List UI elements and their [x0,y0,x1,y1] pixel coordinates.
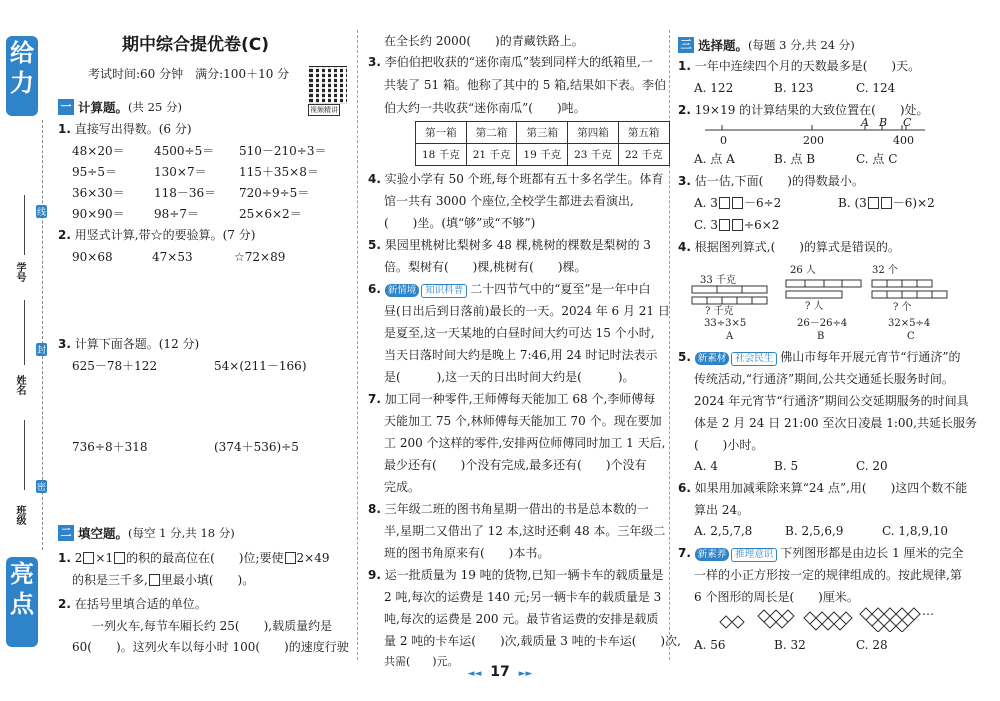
table-cell: 22 千克 [618,144,669,166]
fig-b-equation: 26－26÷4 [797,318,848,329]
choice-6-option-a[interactable]: A. 2,5,7,8 [694,524,753,538]
choice-3: 3. 估一估,下面( )的得数最小。 [678,174,864,188]
section-2-number: 二 [58,525,74,541]
vertical-calc-1: 90×68 [72,250,113,264]
choice-7-line1: 7. 新素养 推理意识 下列图形都是由边长 1 厘米的完全 [678,546,964,560]
mixed-calc-2: 54×(211－166) [214,359,307,373]
calc-r1-c2: 4500÷5＝ [154,144,215,158]
choice-5-line2: 传统活动,“行通济”期间,公共交通延长服务时间。 [694,372,954,386]
calc-r4-c3: 25×6×2＝ [239,207,302,221]
table-cell: 19 千克 [517,144,568,166]
blank-box [732,197,743,209]
name-line [24,300,25,365]
choice-4: 4. 根据图列算式,( )的算式是错误的。 [678,240,900,254]
pumpkin-table [415,121,670,166]
question-1-2: 2. 用竖式计算,带☆的要验算。(7 分) [58,228,256,242]
question-2-5-line1: 5. 果园里桃树比梨树多 48 棵,桃树的棵数是梨树的 3 [368,238,651,252]
question-2-8-line2: 半,星期二又借出了 12 本,这时还剩 48 本。三年级二 [384,524,666,538]
page-number-bar [0,664,1000,680]
mixed-calc-3: 736÷8＋318 [72,440,148,454]
question-2-1-line1: 1. 2 ×1 的积的最高位在( )位;要使 2×49 [58,551,330,565]
choice-6-line2: 算出 24。 [694,503,750,517]
blank-box[interactable] [149,574,160,586]
fig-b-bars [784,277,866,301]
calc-r2-c1: 95÷5＝ [72,165,117,179]
section-1-note: (共 25 分) [128,100,182,114]
choice-5-option-a[interactable]: A. 4 [694,459,718,473]
question-2-6-line3: 是夏至,这一天某地的白昼时间大约可达 15 个小时, [384,326,655,340]
question-2-3-line1: 3. 李伯伯把收获的“迷你南瓜”装到同样大的纸箱里,一 [368,55,653,69]
question-2-4-line1: 4. 实验小学有 50 个班,每个班都有五十多名学生。体育 [368,172,664,186]
choice-7-line3: 6 个图形的周长是( )厘米。 [694,590,859,604]
question-2-9-line2: 2 吨,每次的运费是 140 元;另一辆卡车的载质量是 3 [384,590,662,604]
choice-2: 2. 19×19 的计算结果的大致位置在( )处。 [678,103,929,117]
blank-box[interactable] [114,552,125,564]
section-2-header [58,524,235,542]
choice-1: 1. 一年中连续四个月的天数最多是( )天。 [678,59,921,73]
class-line [24,420,25,490]
calc-r4-c1: 90×90＝ [72,207,125,221]
question-2-2-line1: 一列火车,每节车厢长约 25( ),载质量约是 [92,619,333,633]
choice-5-line3: 2024 年元宵节“行通济”期间公交延期服务的时间具 [694,394,969,408]
question-2-6-line2: 昼(日出后到日落前)最长的一天。2024 年 6 月 21 日 [384,304,670,318]
question-2-9-line3: 吨,每次的运费是 200 元。最节省运费的安排是载质 [384,612,659,626]
exam-info: 考试时间:60 分钟 满分:100＋10 分 [88,67,290,81]
point-b-label: B [879,116,888,129]
binding-mark-3: 密 [36,480,47,493]
section-1-header [58,98,182,116]
fig-a-bars [690,285,772,307]
tag-knowledge: 知识科普 [421,284,467,298]
side-label-top: 给力 [6,36,38,116]
table-cell: 21 千克 [466,144,517,166]
question-2-7-line5: 完成。 [384,480,421,494]
name-label: 姓名 [14,375,25,395]
question-2-7-line3: 工 200 个这样的零件,安排两位师傅同时加工 1 天后, [384,436,666,450]
question-2-7-line4: 最少还有( )个没有完成,最多还有( )个没有 [384,458,647,472]
choice-7-option-a[interactable]: A. 56 [694,638,726,652]
choice-3-option-a[interactable]: A. 3 －6÷2 [694,196,782,210]
question-2-6-line4: 当天日落时间大约是晚上 7:46,用 24 时记时法表示 [384,348,658,362]
question-2-3-line2: 共装了 51 箱。他称了其中的 5 箱,结果如下表。李伯 [384,78,666,92]
choice-7-option-b[interactable]: B. 32 [774,638,806,652]
tag-new-material: 新素材 [695,352,730,365]
mixed-calc-1: 625－78＋122 [72,359,158,373]
blank-box [719,219,730,231]
fig-c-question: ? 个 [893,302,912,313]
qr-caption: 视频精讲 [310,106,338,114]
section-1-title: 计算题。 [78,100,129,115]
question-2-2: 2. 在括号里填合适的单位。 [58,597,207,611]
student-id-label: 学号 [14,262,25,282]
fig-a-question: ? 千克 [705,306,734,317]
mid-line0: 在全长约 2000( )的青藏铁路上。 [384,34,584,48]
fig-b-top: 26 人 [790,265,816,276]
blank-box [732,219,743,231]
choice-2-option-b[interactable]: B. 点 B [774,152,816,166]
table-header: 第三箱 [517,122,568,144]
calc-r3-c3: 720÷9÷5＝ [239,186,310,200]
qr-code-overlay [309,66,347,104]
choice-6-option-b[interactable]: B. 2,5,6,9 [785,524,844,538]
choice-5-option-b[interactable]: B. 5 [774,459,799,473]
question-2-8-line1: 8. 三年级二班的图书角星期一借出的书是总本数的一 [368,502,649,516]
fig-b-question: ? 人 [805,301,824,312]
choice-1-option-b[interactable]: B. 123 [774,81,814,95]
calc-r3-c1: 36×30＝ [72,186,125,200]
fig-c-top: 32 个 [872,265,898,276]
section-3-header [678,36,855,54]
table-header: 第五箱 [618,122,669,144]
student-id-line [24,195,25,255]
section-3-title: 选择题。 [698,38,749,53]
section-1-number: 一 [58,99,74,115]
page-number: 17 [490,664,510,680]
question-2-8-line3: 班的图书角原来有( )本书。 [384,546,550,560]
column-divider-1 [357,30,358,660]
blank-box[interactable] [83,552,94,564]
choice-1-option-a[interactable]: A. 122 [694,81,734,95]
calc-r2-c3: 115＋35×8＝ [239,165,319,179]
table-cell: 23 千克 [568,144,619,166]
calc-r2-c2: 130×7＝ [154,165,207,179]
fig-c-equation: 32×5÷4 [888,318,931,329]
side-label-bottom: 亮点 [6,557,38,647]
next-page-icon[interactable]: ►► [518,669,533,679]
square-pattern-figures [700,602,930,632]
question-2-6-line1: 6. 新情境 知识科普 二十四节气中的“夏至”是一年中白 [368,282,651,296]
table-header: 第一箱 [416,122,467,144]
question-2-9-line1: 9. 运一批质量为 19 吨的货物,已知一辆卡车的载质量是 [368,568,664,582]
question-2-9-line5: 共需( )元。 [384,655,459,668]
section-2-note: (每空 1 分,共 18 分) [128,526,235,540]
fig-c-bars [870,277,954,301]
fig-b-label[interactable]: B [817,331,825,342]
calc-r1-c3: 510－210÷3＝ [239,144,327,158]
number-line-tick-200: 200 [803,134,824,147]
table-header: 第二箱 [466,122,517,144]
blank-box [719,197,730,209]
tag-new-context: 新情境 [385,284,420,297]
tag-social: 社会民生 [731,352,777,366]
mixed-calc-4: (374＋536)÷5 [214,440,299,454]
question-2-2-line2: 60( )。这列火车以每小时 100( )的速度行驶 [72,640,349,654]
number-line-tick-400: 400 [893,134,914,147]
page-title: 期中综合提优卷(C) [122,35,270,55]
question-2-3-line3: 伯大约一共收获“迷你南瓜”( )吨。 [384,101,586,115]
question-2-4-line3: ( )坐。(填“够”或“不够”) [384,216,536,230]
table-cell: 18 千克 [416,144,467,166]
blank-box[interactable] [285,552,296,564]
fig-a-equation: 33÷3×5 [704,318,747,329]
point-a-label: A [861,116,869,129]
choice-5-line4: 体是 2 月 24 日 21:00 至次日凌晨 1:00,共延长服务 [694,416,977,430]
binding-mark-1: 线 [36,205,47,218]
binding-mark-2: 封 [36,343,47,356]
section-2-title: 填空题。 [78,526,129,541]
question-2-7-line2: 天能加工 75 个,林师傅每天能加工 70 个。现在要加 [384,414,662,428]
table-header: 第四箱 [568,122,619,144]
choice-6-line1: 6. 如果用加减乘除来算“24 点”,用( )这四个数不能 [678,481,968,495]
question-1-1: 1. 直接写出得数。(6 分) [58,122,192,136]
choice-2-option-c[interactable]: C. 点 C [856,152,898,166]
question-2-1-line2: 的积是三千多, 里最小填( )。 [72,573,255,587]
fig-a-label[interactable]: A [726,331,734,342]
calc-r1-c1: 48×20＝ [72,144,125,158]
section-3-note: (每题 3 分,共 24 分) [748,38,855,52]
question-2-6-line5: 是( ),这一天的日出时间大约是( )。 [384,370,635,384]
choice-5-option-c[interactable]: C. 20 [856,459,888,473]
tag-new-literacy: 新素养 [695,548,730,561]
choice-5-line1: 5. 新素材 社会民生 佛山市每年开展元宵节“行通济”的 [678,350,961,364]
number-line-tick-0: 0 [720,134,727,147]
blank-box [881,197,892,209]
choice-2-option-a[interactable]: A. 点 A [694,152,735,166]
question-2-5-line2: 倍。梨树有( )棵,桃树有( )棵。 [384,260,587,274]
tag-reasoning: 推理意识 [731,548,777,562]
question-1-3: 3. 计算下面各题。(12 分) [58,337,200,351]
vertical-calc-2: 47×53 [152,250,193,264]
fig-c-label[interactable]: C [907,331,915,342]
choice-5-line5: ( )小时。 [694,438,764,452]
choice-1-option-c[interactable]: C. 124 [856,81,896,95]
choice-7-line2: 一样的小正方形按一定的规律组成的。按此规律,第 [694,568,962,582]
blank-box [868,197,879,209]
prev-page-icon[interactable]: ◄◄ [467,669,482,679]
section-3-number: 三 [678,37,694,53]
calc-r4-c2: 98÷7＝ [154,207,199,221]
choice-3-option-c[interactable]: C. 3 ÷6×2 [694,218,780,232]
calc-r3-c2: 118－36＝ [154,186,217,200]
pattern-ellipsis: … [922,604,934,618]
question-2-9-line4: 量 2 吨的卡车运( )次,载质量 3 吨的卡车运( )次, [384,634,681,648]
question-2-7-line1: 7. 加工同一种零件,王师傅每天能加工 68 个,李师傅每 [368,392,656,406]
choice-3-option-b[interactable]: B. (3 －6)×2 [838,196,935,210]
question-2-4-line2: 馆一共有 3000 个座位,全校学生都进去看演出, [384,194,634,208]
vertical-calc-3: ☆72×89 [234,250,286,264]
choice-6-option-c[interactable]: C. 1,8,9,10 [882,524,948,538]
class-label: 班级 [14,505,25,525]
point-c-label: C [903,116,912,129]
fig-a-top: 33 千克 [700,275,736,286]
choice-7-option-c[interactable]: C. 28 [856,638,888,652]
